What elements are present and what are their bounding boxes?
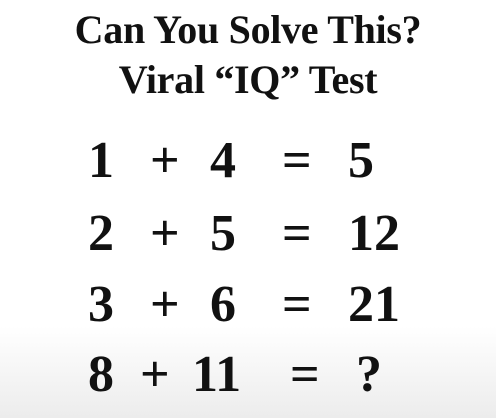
- plus-sign: +: [150, 132, 180, 189]
- operand-a: 1: [88, 132, 114, 189]
- equation-row-2: [0, 204, 496, 264]
- equals-sign: =: [282, 132, 312, 189]
- plus-sign: +: [150, 205, 180, 262]
- equals-sign: =: [282, 205, 312, 262]
- plus-sign: +: [150, 276, 180, 333]
- title-line-2: Viral “IQ” Test: [118, 57, 378, 102]
- operand-b: 11: [192, 346, 242, 403]
- operand-b: 6: [210, 276, 236, 333]
- operand-a: 8: [88, 346, 114, 403]
- result: 5: [348, 132, 374, 189]
- equation-row-1: [0, 131, 496, 191]
- operand-b: 4: [210, 132, 236, 189]
- operand-a: 2: [88, 205, 114, 262]
- title-line-1: Can You Solve This?: [74, 7, 422, 52]
- equation-row-4: [0, 345, 496, 405]
- plus-sign: +: [140, 346, 170, 403]
- equals-sign: =: [282, 276, 312, 333]
- operand-b: 5: [210, 205, 236, 262]
- result-unknown: ?: [356, 346, 382, 403]
- result: 12: [348, 205, 400, 262]
- result: 21: [348, 276, 400, 333]
- equation-row-3: [0, 275, 496, 335]
- equals-sign: =: [290, 346, 320, 403]
- operand-a: 3: [88, 276, 114, 333]
